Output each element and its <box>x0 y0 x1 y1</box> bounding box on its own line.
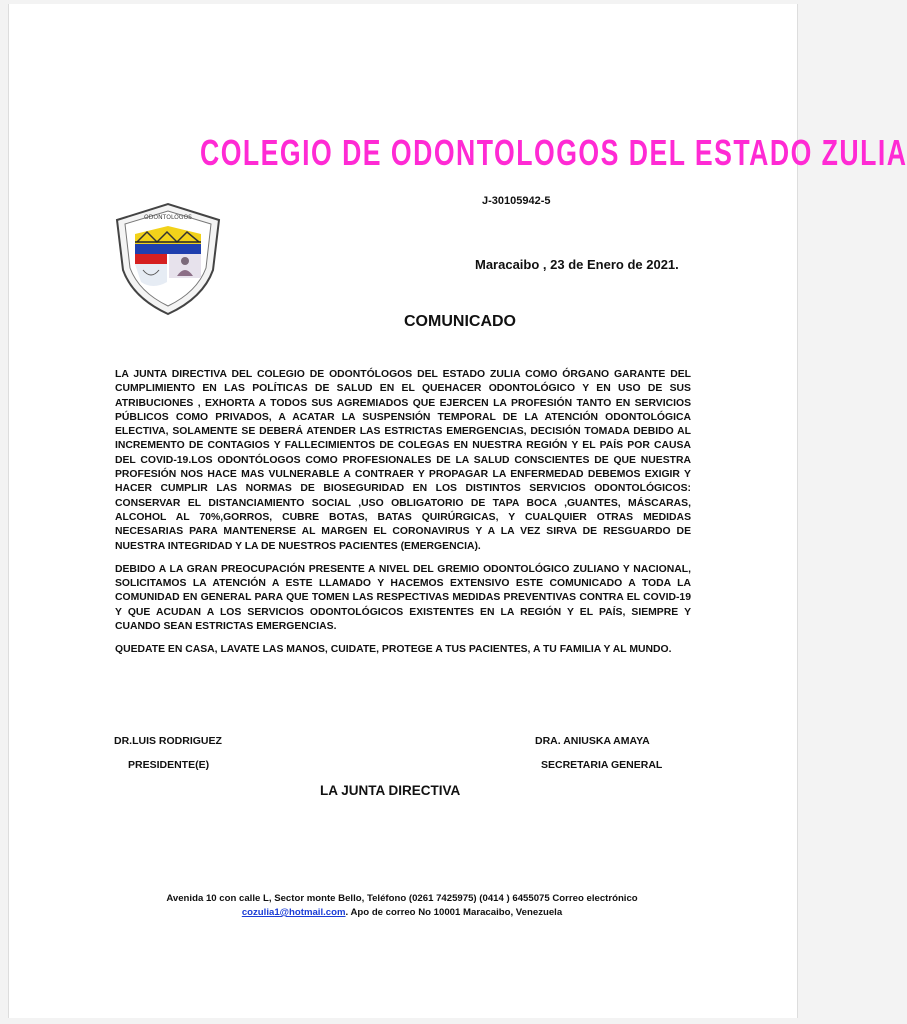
crest-ring-text: ODONTOLOGOS <box>144 214 192 221</box>
footer-address <box>100 892 704 920</box>
rif-number: J-30105942-5 <box>482 195 551 207</box>
body-paragraph-1: LA JUNTA DIRECTIVA DEL COLEGIO DE ODONTÓLOGOS DEL ESTADO ZULIA COMO ÓRGANO GARANTE DEL CUMPLIMIENTO EN LAS POLÍTICAS DE SALUD EN EL QUEHACER ODONTOLÓGICO Y EN USO DE SUS ATRIBUCIONES , EXHORTA A TODOS SUS AGREMIADOS QUE EJERCEN LA PROFESIÓN TANTO EN SERVICIOS PÚBLICOS COMO PRIVADOS, A ACATAR LA SUSPENSIÓN TEMPORAL DE LA ATENCIÓN ODONTOLÓGICA ELECTIVA, SOLAMENTE SE DEBERÁ ATENDER LAS ESTRICTAS EMERGENCIAS, DECISIÓN TOMADA DEBIDO AL INCREMENTO DE CONTAGIOS Y FALLECIMIENTOS DE COLEGAS EN NUESTRA REGIÓN Y EL PAÍS POR CAUSA DEL COVID-19.LOS ODONTÓLOGOS COMO PROFESIONALES DE LA SALUD CONSCIENTES DE QUE NUESTRA PROFESIÓN NOS HACE MAS VULNERABLE A CONTRAER Y PROPAGAR LA ENFERMEDAD DEBEMOS EXIGIR Y HACER CUMPLIR LAS NORMAS DE BIOSEGURIDAD EN LOS DISTINTOS SERVICIOS ODONTOLÓGICOS: CONSERVAR EL DISTANCIAMIENTO SOCIAL ,USO OBLIGATORIO DE TAPA BOCA ,GUANTES, MÁSCARAS, ALCOHOL AL 70%,GORROS, CUBRE BOTAS, BATAS QUIRÚRGICAS, Y CUALQUIER OTRAS MEDIDAS NECESARIAS PARA MANTENERSE AL MARGEN EL CORONAVIRUS Y A LA VEZ SIRVA DE RESGUARDO DE NUESTRA INTEGRIDAD Y LA DE NUESTROS PACIENTES (EMERGENCIA). <box>115 369 691 552</box>
president-role: PRESIDENTE(E) <box>128 759 210 771</box>
president-name: DR.LUIS RODRIGUEZ <box>114 735 222 747</box>
college-crest-logo <box>113 190 223 316</box>
document-date: Maracaibo , 23 de Enero de 2021. <box>475 257 679 272</box>
document-heading: COMUNICADO <box>404 313 516 330</box>
board-signature: LA JUNTA DIRECTIVA <box>320 783 461 798</box>
secretary-role: SECRETARIA GENERAL <box>541 759 663 771</box>
secretary-name: DRA. ANIUSKA AMAYA <box>535 735 650 747</box>
college-title: COLEGIO DE ODONTOLOGOS DEL ESTADO ZULIA <box>200 132 907 173</box>
footer-line-1: Avenida 10 con calle L, Sector monte Bello, Teléfono (0261 7425975) (0414 ) 6455075 Correo electrónico <box>166 893 638 904</box>
body-paragraph-2: DEBIDO A LA GRAN PREOCUPACIÓN PRESENTE A NIVEL DEL GREMIO ODONTOLÓGICO ZULIANO Y NACIONAL, SOLICITAMOS LA ATENCIÓN A ESTE LLAMADO Y HACEMOS EXTENSIVO ESTE COMUNICADO A TODA LA COMUNIDAD EN GENERAL PARA QUE TOMEN LAS RESPECTIVAS MEDIDAS PREVENTIVAS CONTRA EL COVID-19 Y QUE ACUDAN A LOS SERVICIOS ODONTOLÓGICOS EXISTENTES EN LA REGIÓN Y EL PAÍS, SIEMPRE Y CUANDO SEAN ESTRICTAS EMERGENCIAS. <box>115 563 691 633</box>
footer-postal: . Apo de correo No 10001 Maracaibo, Venezuela <box>345 907 563 918</box>
body-paragraph-3: QUEDATE EN CASA, LAVATE LAS MANOS, CUIDATE, PROTEGE A TUS PACIENTES, A TU FAMILIA Y AL MUNDO. <box>115 644 672 656</box>
email-link[interactable]: cozulia1@hotmail.com <box>241 907 346 918</box>
footer-line-2 <box>100 906 704 920</box>
document-body <box>115 368 691 667</box>
